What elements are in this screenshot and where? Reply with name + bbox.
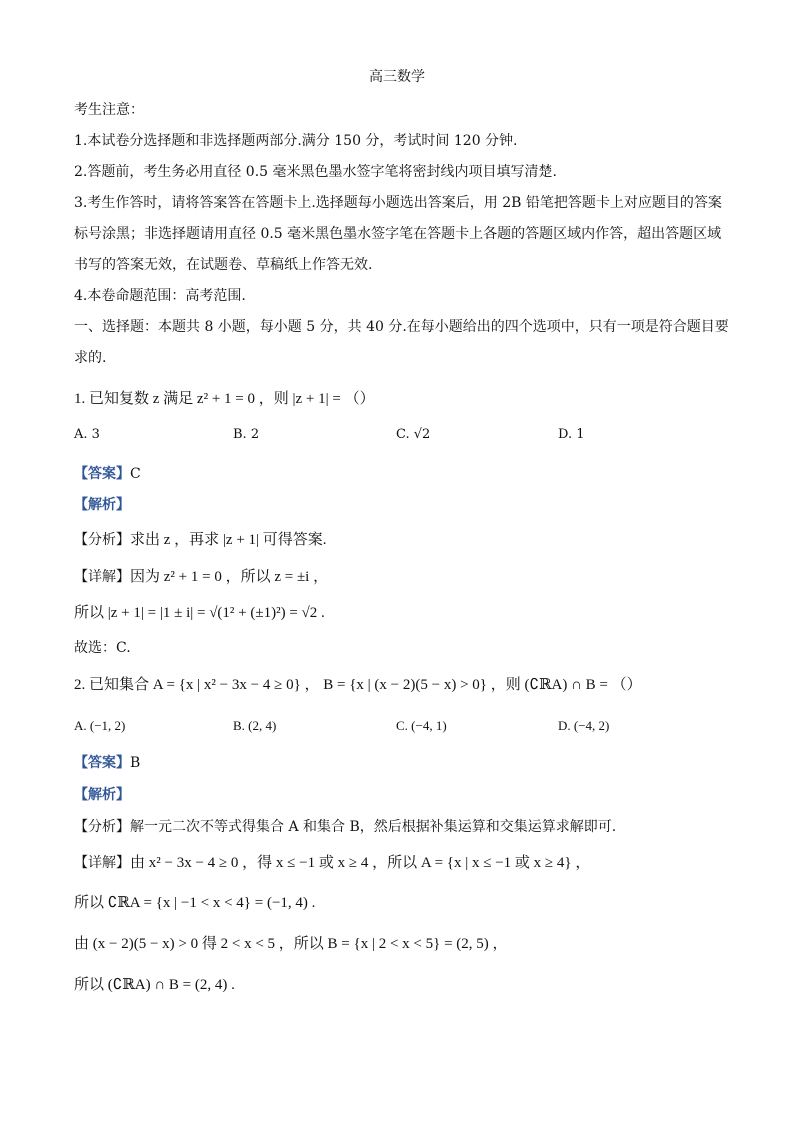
q1-option-a: A. 3 [74, 427, 100, 442]
q1-option-c: C. √2 [396, 427, 431, 442]
q2-detail-3: 由 (x − 2)(5 − x) > 0 得 2 < x < 5 ，所以 B = {x | 2 < x < 5} = (2, 5) ， [74, 936, 508, 952]
q1-detail-2: 所以 |z + 1| = |1 ± i| = √(1² + (±1)²) = √2 . [74, 605, 325, 621]
notice-3-cont: 标号涂黑；非选择题请用直径 0.5 毫米黑色墨水签字笔在答题卡上各题的答题区域内作答，超出答题区域 [74, 226, 722, 242]
q2-detail-2: 所以 ∁ℝA = {x | −1 < x < 4} = (−1, 4) . [74, 895, 316, 911]
q2-option-d: D. (−4, 2) [558, 718, 610, 733]
q2-option-c: C. (−4, 1) [396, 718, 447, 733]
notice-2: 2.答题前，考生务必用直径 0.5 毫米黑色墨水签字笔将密封线内项目填写清楚. [74, 164, 557, 180]
q2-analysis-row [74, 818, 616, 836]
q1-choose: 故选：C. [74, 640, 131, 656]
notice-4: 4.本卷命题范围：高考范围. [74, 288, 246, 304]
q1-option-d: D. 1 [558, 427, 585, 442]
page-title: 高三数学 [369, 69, 425, 85]
q2-detail-row [74, 854, 590, 872]
detail-label: 【详解】 [74, 855, 130, 871]
q1-stem: 1. 已知复数 z 满足 z² + 1 = 0 ，则 |z + 1| = （） [74, 391, 375, 407]
q1-detail-1: 因为 z² + 1 = 0 ，所以 z = ±i ， [130, 569, 329, 585]
q1-detail-row [74, 568, 328, 586]
answer-label: 【答案】 [74, 466, 130, 482]
q1-analysis-row [74, 531, 327, 549]
q2-detail-4: 所以 (∁ℝA) ∩ B = (2, 4) . [74, 977, 235, 993]
analysis-label: 【分析】 [74, 819, 130, 835]
q2-stem: 2. 已知集合 A = {x | x² − 3x − 4 ≥ 0} ， B = {x | (x − 2)(5 − x) > 0} ，则 (∁ℝA) ∩ B = （） [74, 677, 642, 693]
q1-answer: C [130, 466, 141, 482]
q1-option-b: B. 2 [233, 427, 260, 442]
q1-analysis: 求出 z ，再求 |z + 1| 可得答案. [130, 532, 327, 548]
explanation-label: 【解析】 [74, 787, 130, 803]
q1-explanation-row [74, 496, 130, 514]
notice-3-cont2: 书写的答案无效，在试题卷、草稿纸上作答无效. [74, 257, 373, 273]
section-heading-cont: 求的. [74, 350, 107, 366]
detail-label: 【详解】 [74, 569, 130, 585]
q2-option-b: B. (2, 4) [233, 718, 277, 733]
explanation-label: 【解析】 [74, 497, 130, 513]
analysis-label: 【分析】 [74, 532, 130, 548]
q1-answer-row [74, 465, 141, 483]
answer-label: 【答案】 [74, 755, 130, 771]
q2-explanation-row [74, 786, 130, 804]
section-heading: 一、选择题：本题共 8 小题，每小题 5 分，共 40 分.在每小题给出的四个选项中，只有一项是符合题目要 [74, 319, 729, 335]
notice-1: 1.本试卷分选择题和非选择题两部分.满分 150 分，考试时间 120 分钟. [74, 133, 518, 149]
notice-3: 3.考生作答时，请将答案答在答题卡上.选择题每小题选出答案后，用 2B 铅笔把答题卡上对应题目的答案 [74, 195, 722, 211]
q2-answer-row [74, 754, 140, 772]
notice-heading: 考生注意： [74, 102, 144, 118]
q2-option-a: A. (−1, 2) [74, 718, 126, 733]
q2-answer: B [130, 755, 141, 771]
q2-detail-1: 由 x² − 3x − 4 ≥ 0 ，得 x ≤ −1 或 x ≥ 4 ，所以 A = {x | x ≤ −1 或 x ≥ 4} ， [130, 855, 591, 871]
q2-analysis: 解一元二次不等式得集合 A 和集合 B，然后根据补集运算和交集运算求解即可. [130, 819, 617, 835]
